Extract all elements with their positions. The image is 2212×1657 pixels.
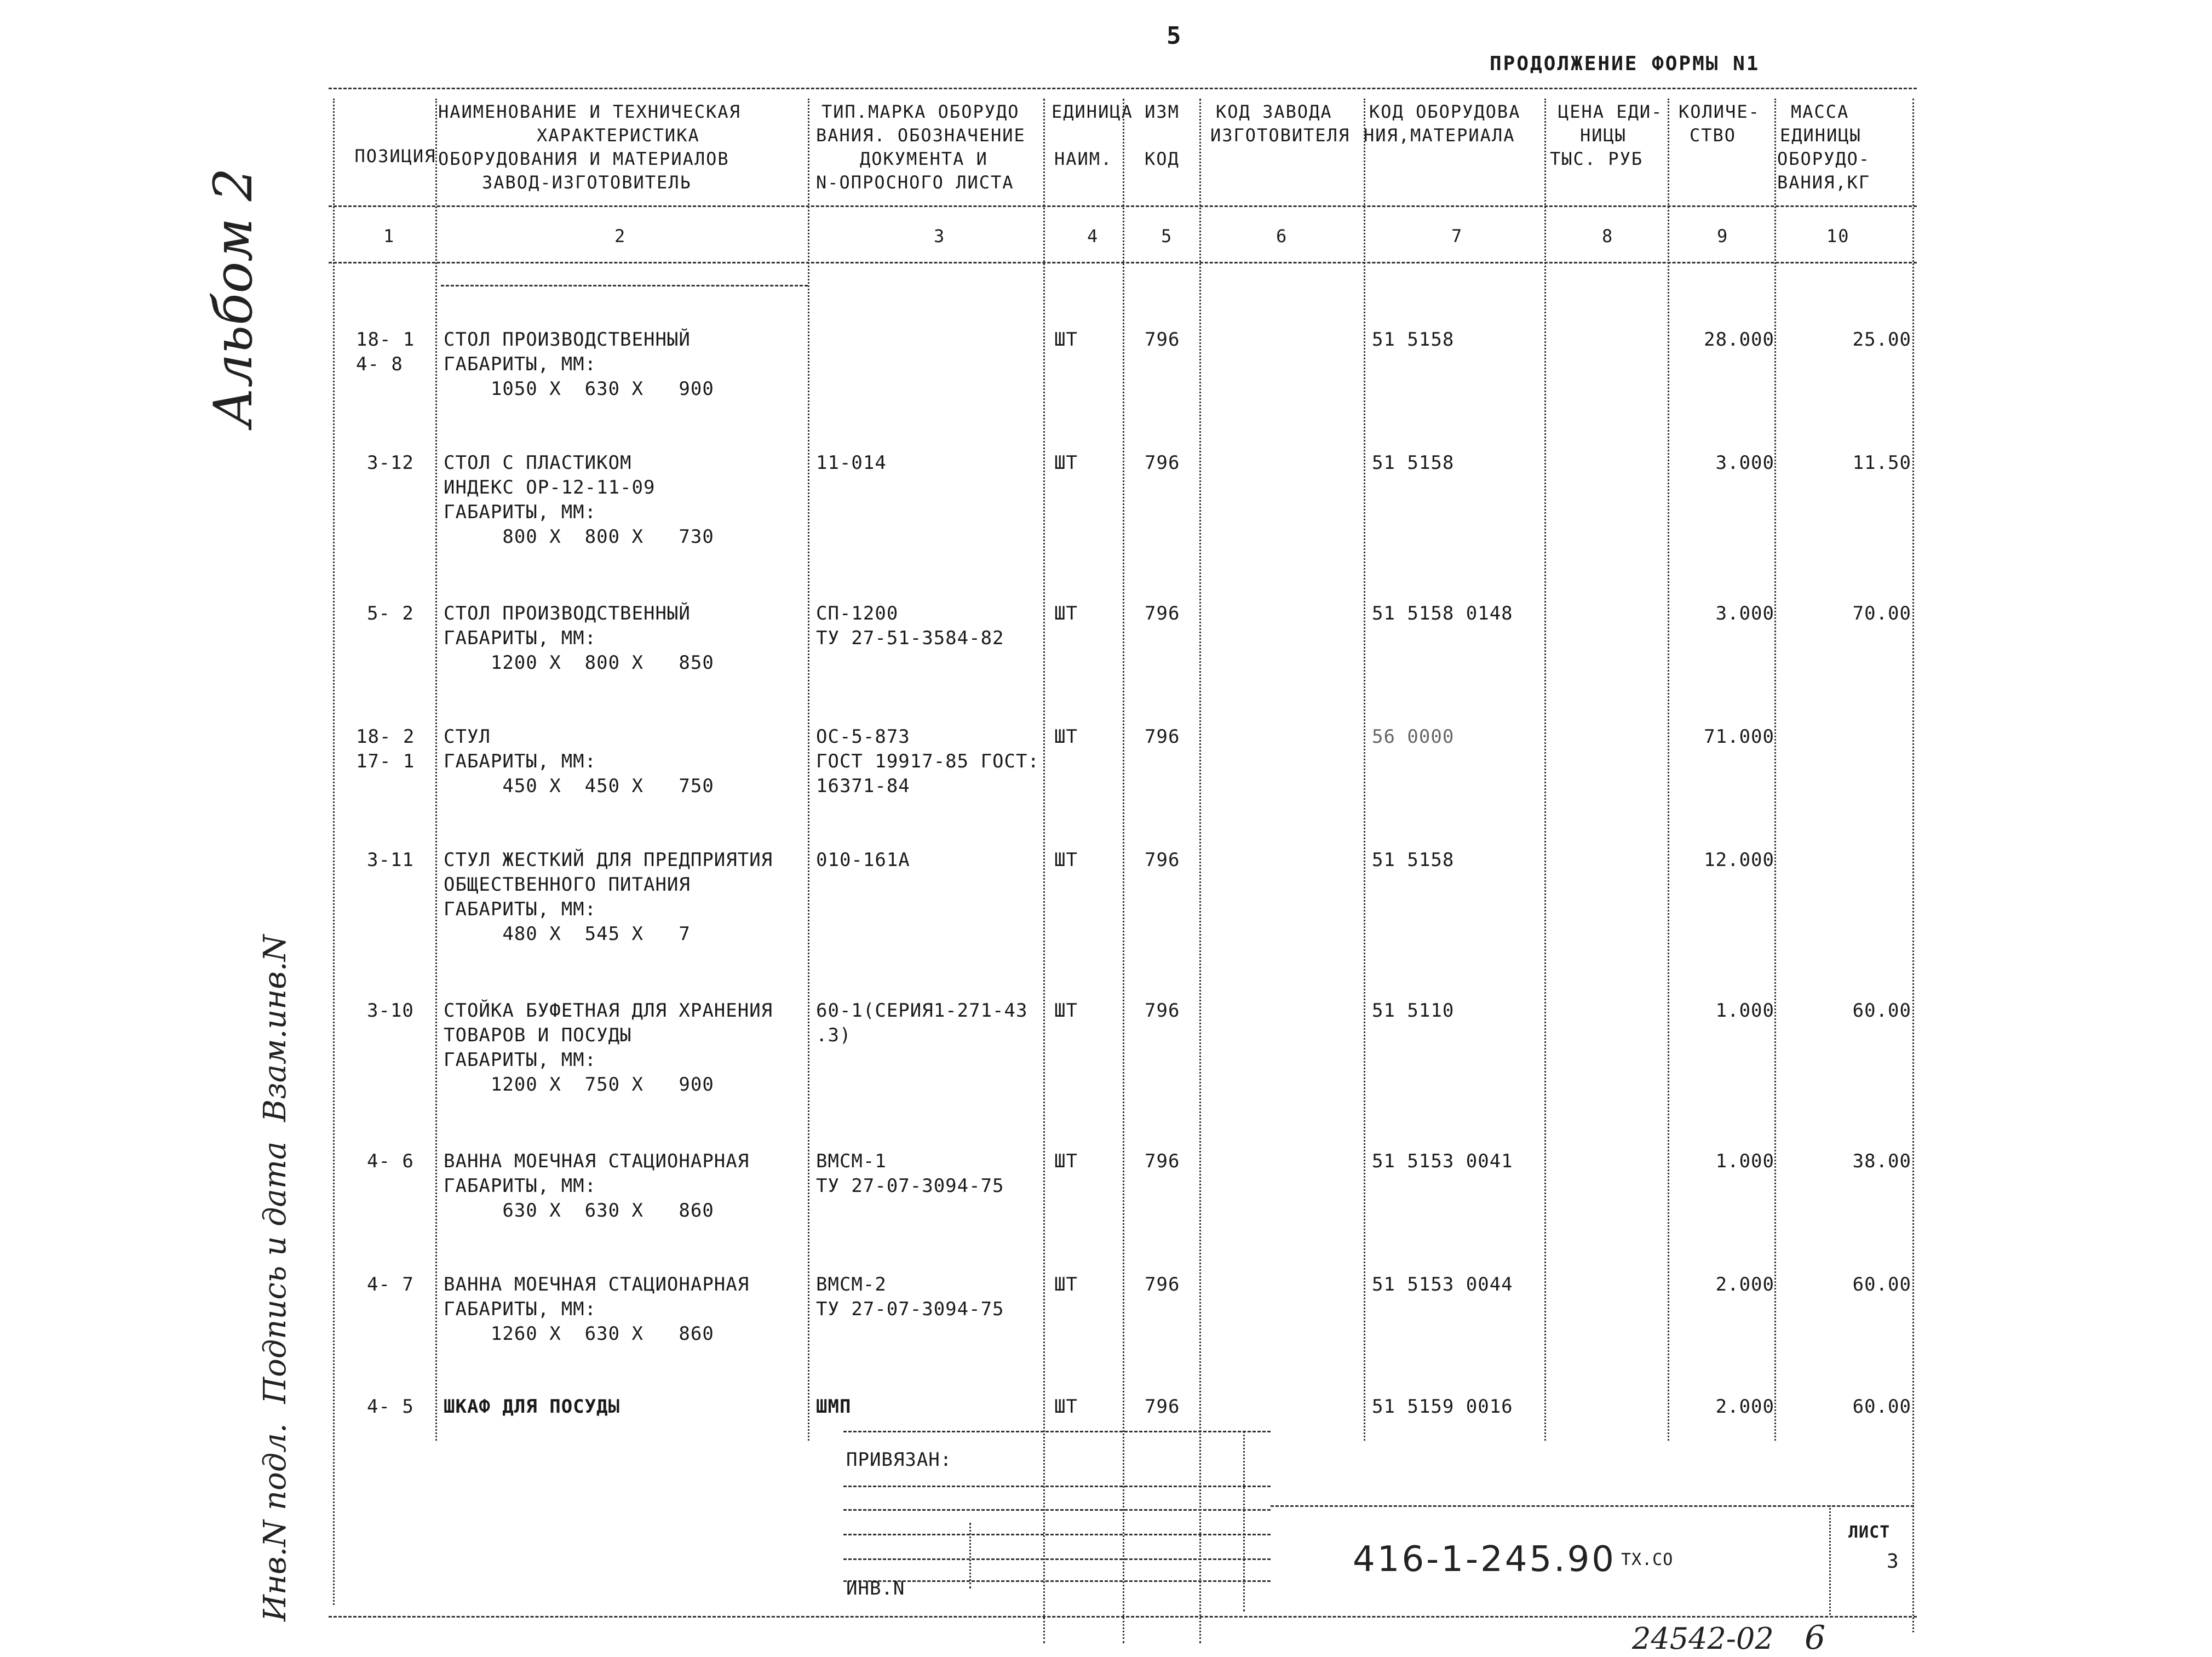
row-name: СТОЛ ПРОИЗВОДСТВЕННЫЙ [444,329,691,351]
row-position: 5- 2 [367,603,414,624]
row-equip-code: 51 5158 [1372,849,1455,871]
row-name: ТОВАРОВ И ПОСУДЫ [444,1024,632,1046]
row-unit-code: 796 [1145,452,1180,474]
row-name: ГАБАРИТЫ, ММ: [444,1298,597,1320]
header-col2-line2: ХАРАКТЕРИСТИКА [537,125,700,146]
row-name: ШКАФ ДЛЯ ПОСУДЫ [444,1396,620,1418]
row-name: 480 Х 545 Х 7 [444,923,691,945]
row-unit: ШТ [1054,329,1078,351]
row-unit: ШТ [1054,726,1078,748]
page-number: 5 [1167,22,1181,50]
row-name: 1260 Х 630 Х 860 [444,1323,714,1345]
row-name: ИНДЕКС ОР-12-11-09 [444,477,656,498]
col-sep-5-6 [1199,99,1201,1643]
row-unit: ШТ [1054,1000,1078,1022]
row-type: ТУ 27-51-3584-82 [816,627,1004,649]
header-unit-code: КОД [1145,148,1180,169]
archive-number: 24542-02 [1632,1621,1774,1656]
header-col3-line4: N-ОПРОСНОГО ЛИСТА [816,172,1014,193]
header-col8-line3: ТЫС. РУБ [1550,148,1644,169]
row-position: 3-12 [367,452,414,474]
row-position: 18- 1 [356,329,415,351]
row-mass: 60.00 [1852,1000,1911,1022]
row-unit: ШТ [1054,603,1078,624]
stamp-tied-label: ПРИВЯЗАН: [846,1449,952,1471]
header-col7-line2: НИЯ,МАТЕРИАЛА [1364,125,1515,146]
header-col2-line4: ЗАВОД-ИЗГОТОВИТЕЛЬ [482,172,692,193]
row-type: ВМСМ-2 [816,1274,887,1295]
header-col6-line1: КОД ЗАВОДА [1216,101,1332,122]
col-number-6: 6 [1276,226,1288,246]
doc-code-suffix: ТХ.СО [1621,1550,1674,1569]
doc-code: 416-1-245.90 [1353,1539,1616,1580]
row-name: ВАННА МОЕЧНАЯ СТАЦИОНАРНАЯ [444,1274,750,1295]
table-top-rule [329,88,1917,89]
stamp-rule-6 [843,1580,1271,1582]
col-sep-8-9 [1668,99,1669,1441]
row-type: ОС-5-873 [816,726,910,748]
row-name: СТОЙКА БУФЕТНАЯ ДЛЯ ХРАНЕНИЯ [444,1000,773,1022]
row-position: 3-11 [367,849,414,871]
row-position: 17- 1 [356,750,415,772]
row-equip-code: 51 5110 [1372,1000,1455,1022]
left-margin-stamp: Инв.N подл. Подпись и дата Взам.инв.N [257,934,293,1621]
header-col6-line2: ИЗГОТОВИТЕЛЯ [1210,125,1351,146]
col-sep-right [1912,99,1914,1632]
row-unit: ШТ [1054,452,1078,474]
row-equip-code: 51 5153 0041 [1372,1150,1513,1172]
row-name: 450 Х 450 Х 750 [444,775,714,797]
row-quantity: 71.000 [1704,726,1774,748]
row-quantity: 12.000 [1704,849,1774,871]
row-type: 010-161А [816,849,910,871]
header-col10-line4: ВАНИЯ,КГ [1777,172,1871,193]
col-sep-4-5 [1123,99,1124,1643]
row-quantity: 1.000 [1715,1000,1774,1022]
row-type: СП-1200 [816,603,899,624]
col-number-7: 7 [1451,226,1463,246]
row-unit-code: 796 [1145,329,1180,351]
name-column-top-rule [441,285,808,286]
col-number-10: 10 [1826,226,1850,246]
col-sep-2-3 [808,99,809,1441]
row-equip-code: 51 5158 [1372,452,1455,474]
col-number-5: 5 [1161,226,1173,246]
table-bottom-rule [329,1616,1917,1618]
row-quantity: 2.000 [1715,1396,1774,1418]
row-type: ВМСМ-1 [816,1150,887,1172]
row-type: ТУ 27-07-3094-75 [816,1298,1004,1320]
stamp-rule-1 [843,1486,1271,1487]
row-unit-code: 796 [1145,726,1180,748]
row-unit: ШТ [1054,1274,1078,1295]
header-col3-line3: ДОКУМЕНТА И [860,148,988,169]
row-equip-code: 51 5158 [1372,329,1455,351]
row-type: ТУ 27-07-3094-75 [816,1175,1004,1197]
continuation-label: ПРОДОЛЖЕНИЕ ФОРМЫ N1 [1490,53,1760,75]
header-col10-line3: ОБОРУДО- [1777,148,1871,169]
header-col2-line1: НАИМЕНОВАНИЕ И ТЕХНИЧЕСКАЯ [438,101,741,122]
row-name: СТОЛ С ПЛАСТИКОМ [444,452,632,474]
col-sep-3-4 [1043,99,1045,1643]
row-name: ГАБАРИТЫ, ММ: [444,1175,597,1197]
col-number-9: 9 [1717,226,1729,246]
row-quantity: 28.000 [1704,329,1774,351]
row-unit: ШТ [1054,1396,1078,1418]
row-unit-code: 796 [1145,603,1180,624]
row-name: 800 Х 800 Х 730 [444,526,714,548]
header-col7-line1: КОД ОБОРУДОВА [1369,101,1521,122]
row-mass: 70.00 [1852,603,1911,624]
row-name: ОБЩЕСТВЕННОГО ПИТАНИЯ [444,874,691,896]
row-name: СТОЛ ПРОИЗВОДСТВЕННЫЙ [444,603,691,624]
stamp-rule-3 [1271,1505,1914,1507]
sheet-number: 3 [1887,1550,1899,1573]
col-number-1: 1 [383,226,395,246]
row-quantity: 3.000 [1715,452,1774,474]
row-quantity: 2.000 [1715,1274,1774,1295]
col-sep-9-10 [1774,99,1776,1441]
row-type: 60-1(СЕРИЯ1-271-43 [816,1000,1028,1022]
row-type: 16371-84 [816,775,910,797]
sheet-label: ЛИСТ [1848,1523,1891,1542]
header-col10-line1: МАССА [1791,101,1849,122]
row-type: .3) [816,1024,852,1046]
col-number-2: 2 [614,226,627,246]
row-name: ВАННА МОЕЧНАЯ СТАЦИОНАРНАЯ [444,1150,750,1172]
row-type: 11-014 [816,452,887,474]
stamp-rule-5 [843,1558,1271,1560]
row-name: СТУЛ ЖЕСТКИЙ ДЛЯ ПРЕДПРИЯТИЯ [444,849,773,871]
row-position: 18- 2 [356,726,415,748]
row-unit: ШТ [1054,849,1078,871]
header-unit-name: НАИМ. [1054,148,1113,169]
row-name: ГАБАРИТЫ, ММ: [444,1049,597,1071]
header-col1-line: ПОЗИЦИЯ [354,146,436,167]
stamp-inv-label: ИНВ.N [846,1578,905,1599]
row-quantity: 3.000 [1715,603,1774,624]
row-mass: 38.00 [1852,1150,1911,1172]
row-name: СТУЛ [444,726,491,748]
col-number-8: 8 [1602,226,1614,246]
stamp-sep-1 [969,1523,971,1589]
header-col10-line2: ЕДИНИЦЫ [1780,125,1861,146]
header-col8-line1: ЦЕНА ЕДИ- [1558,101,1663,122]
row-mass: 60.00 [1852,1274,1911,1295]
col-sep-1-2 [435,99,437,1441]
row-name: ГАБАРИТЫ, ММ: [444,627,597,649]
row-unit-code: 796 [1145,849,1180,871]
col-sep-6-7 [1364,99,1365,1441]
row-position: 4- 6 [367,1150,414,1172]
col-sep-7-8 [1544,99,1546,1441]
stamp-sep-2 [1243,1431,1245,1612]
row-unit: ШТ [1054,1150,1078,1172]
header-col2-line3: ОБОРУДОВАНИЯ И МАТЕРИАЛОВ [438,148,729,169]
header-col8-line2: НИЦЫ [1580,125,1627,146]
row-name: 1200 Х 750 Х 900 [444,1074,714,1096]
row-unit-code: 796 [1145,1150,1180,1172]
header-col1 [331,125,436,167]
row-mass: 60.00 [1852,1396,1911,1418]
stamp-sep-3 [1829,1505,1831,1615]
row-unit-code: 796 [1145,1274,1180,1295]
stamp-top-rule [843,1431,1271,1432]
row-position: 4- 8 [356,353,403,375]
header-col3-line1: ТИП.МАРКА ОБОРУДО [821,101,1020,122]
col-number-3: 3 [934,226,946,246]
row-name: ГАБАРИТЫ, ММ: [444,353,597,375]
row-position: 4- 5 [367,1396,414,1418]
row-unit-code: 796 [1145,1396,1180,1418]
row-name: 1200 Х 800 Х 850 [444,652,714,674]
row-position: 4- 7 [367,1274,414,1295]
header-unit-title: ЕДИНИЦА ИЗМ [1052,101,1180,122]
stamp-rule-2 [843,1509,1271,1511]
row-name: 630 Х 630 Х 860 [444,1200,714,1222]
header-col9-line2: СТВО [1690,125,1737,146]
row-equip-code: 51 5158 0148 [1372,603,1513,624]
row-equip-code: 51 5153 0044 [1372,1274,1513,1295]
archive-page: 6 [1805,1619,1826,1657]
row-mass: 11.50 [1852,452,1911,474]
row-name: ГАБАРИТЫ, ММ: [444,750,597,772]
row-equip-code: 56 0000 [1372,726,1455,748]
album-note: Альбом 2 [203,168,264,427]
row-name: 1050 Х 630 Х 900 [444,378,714,400]
header-col3-line2: ВАНИЯ. ОБОЗНАЧЕНИЕ [816,125,1026,146]
header-col9-line1: КОЛИЧЕ- [1679,101,1760,122]
row-quantity: 1.000 [1715,1150,1774,1172]
col-sep-left [333,99,335,1605]
stamp-rule-4 [843,1534,1271,1535]
row-position: 3-10 [367,1000,414,1022]
row-name: ГАБАРИТЫ, ММ: [444,898,597,920]
row-name: ГАБАРИТЫ, ММ: [444,501,597,523]
row-unit-code: 796 [1145,1000,1180,1022]
col-number-4: 4 [1087,226,1099,246]
row-mass: 25.00 [1852,329,1911,351]
row-equip-code: 51 5159 0016 [1372,1396,1513,1418]
row-type: ГОСТ 19917-85 ГОСТ: [816,750,1039,772]
row-type: ШМП [816,1396,852,1418]
